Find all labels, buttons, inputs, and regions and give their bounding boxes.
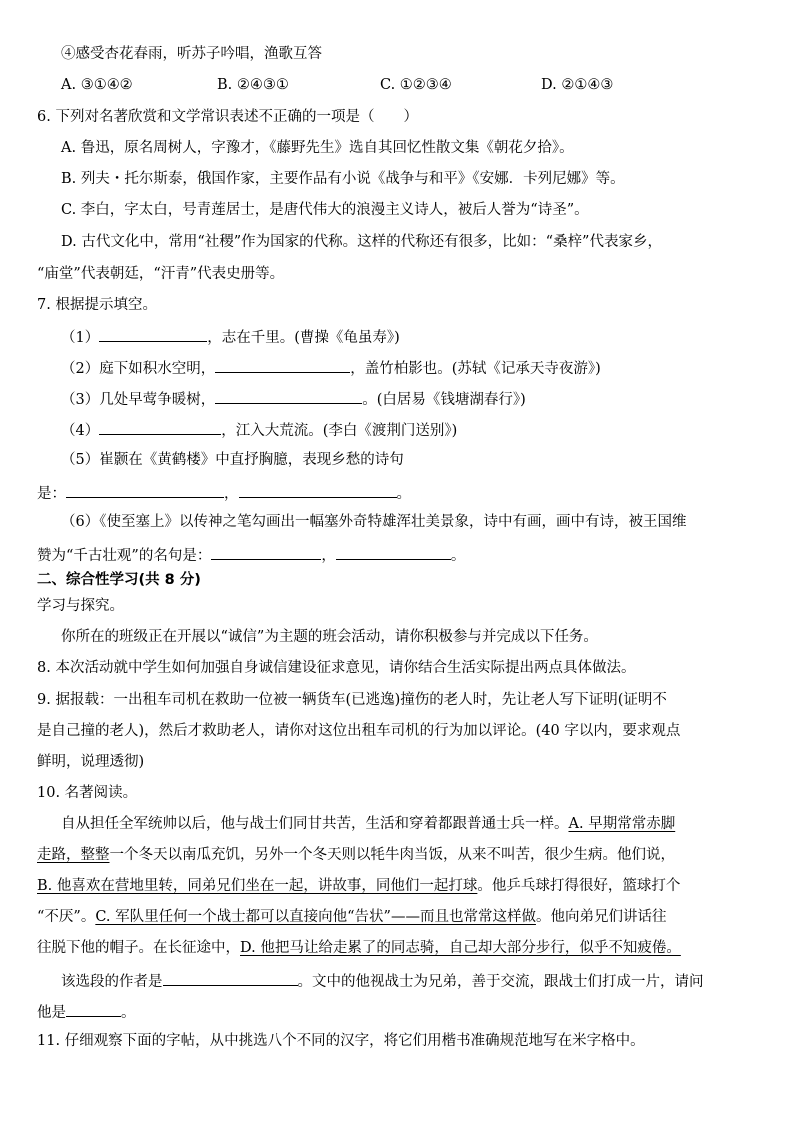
q7-item-6-end: 。 (450, 548, 466, 564)
q11-stem: 11. 仔细观察下面的字帖，从中挑选八个不同的汉字，将它们用楷书准确规范地写在米字格中。 (37, 1033, 645, 1049)
q10-passage-line5 (37, 938, 681, 958)
q9-line2: 是自己撞的老人)，然后才救助老人，请你对这位出租车司机的行为加以评论。(40 字以内，要求观点 (37, 723, 681, 739)
q6-option-b: B. 列夫・托尔斯泰，俄国作家，主要作品有小说《战争与和平》《安娜．卡列尼娜》等。 (61, 171, 625, 187)
q6-option-d-line2: “庙堂”代表朝廷，“汗青”代表史册等。 (37, 266, 285, 282)
q7-item-5-pre: 是： (37, 486, 66, 502)
q7-item-4 (61, 418, 457, 441)
q7-item-4-blank[interactable] (99, 418, 221, 435)
q10-p5-text: 往脱下他的帽子。在长征途中， (37, 940, 240, 956)
q7-item-4-pre: （4） (61, 423, 100, 439)
q7-item-4-post: ，江入大荒流。(李白《渡荆门送别》) (221, 423, 458, 439)
q9-line1: 9. 据报载：一出租车司机在救助一位被一辆货车(已逃逸)撞伤的老人时，先让老人写下证明(证明不 (37, 692, 667, 708)
q7-item-5-answer (37, 481, 411, 504)
q7-item-2-blank[interactable] (215, 356, 350, 373)
section-2-intro: 你所在的班级正在开展以“诚信”为主题的班会活动，请你积极参与并完成以下任务。 (61, 629, 598, 645)
q7-stem: 7. 根据提示填空。 (37, 297, 157, 313)
q5-option-c: C. ①②③④ (380, 77, 452, 93)
q5-option-d: D. ②①④③ (541, 77, 614, 93)
q7-item-2-pre: （2）庭下如积水空明， (61, 361, 216, 377)
q7-item-1 (61, 325, 400, 348)
q10-p3-text: 。他乒乓球打得很好，篮球打个 (477, 878, 681, 894)
q7-item-5-mid: ， (224, 486, 239, 502)
q10-p3-underlined: B. 他喜欢在营地里转，同弟兄们坐在一起，讲故事，同他们一起打球 (37, 878, 478, 894)
q10-p5-underlined: D. 他把马让给走累了的同志骑，自己却大部分步行，似乎不知疲倦。 (240, 940, 681, 956)
q10-question2-pre: 他是 (37, 1005, 66, 1021)
section-2-subtitle: 学习与探究。 (37, 598, 124, 614)
q10-p2-underlined: 走路，整整 (37, 847, 110, 863)
q7-item-3-blank[interactable] (215, 387, 362, 404)
q6-option-a: A. 鲁迅，原名周树人，字豫才，《藤野先生》选自其回忆性散文集《朝花夕拾》。 (61, 140, 574, 156)
q7-item-5-blank-1[interactable] (66, 481, 224, 498)
q7-item-6-mid: ， (321, 548, 336, 564)
q7-item-6-blank-1[interactable] (211, 543, 321, 560)
q10-p1-text: 自从担任全军统帅以后，他与战士们同甘共苦，生活和穿着都跟普通士兵一样。 (61, 816, 569, 832)
q10-p4-text-a: “不厌”。 (37, 909, 96, 925)
q10-passage-line2 (37, 845, 675, 865)
q10-p4-text-b: 。他向弟兄们讲话往 (535, 909, 667, 925)
q10-question2-post: 。 (121, 1005, 136, 1021)
q7-item-5-blank-2[interactable] (239, 481, 397, 498)
q10-passage-line1 (61, 814, 675, 834)
q10-question-line2 (37, 1000, 136, 1023)
q7-item-3 (61, 387, 526, 410)
q10-passage-line4 (37, 907, 666, 927)
q5-item-4: ④感受杏花春雨，听苏子吟唱，渔歌互答 (61, 46, 322, 62)
q10-author-blank[interactable] (163, 969, 298, 986)
q7-item-5-end: 。 (396, 486, 411, 502)
q7-item-6-answer (37, 543, 465, 566)
section-2-title: 二、综合性学习(共 8 分) (37, 572, 201, 588)
q7-item-6-pre: 赞为“千古壮观”的名句是： (37, 548, 212, 564)
q6-stem: 6. 下列对名著欣赏和文学常识表述不正确的一项是（ ） (37, 109, 418, 125)
q7-item-2 (61, 356, 601, 379)
q7-item-6-blank-2[interactable] (336, 543, 451, 560)
q7-item-3-post: 。(白居易《钱塘湖春行》) (362, 392, 526, 408)
q10-question-line1 (61, 969, 704, 992)
q5-option-a: A. ③①④② (61, 77, 133, 93)
q7-item-1-pre: （1） (61, 330, 100, 346)
q10-passage-line3 (37, 876, 680, 896)
q10-p2-text: 一个冬天以南瓜充饥，另外一个冬天则以牦牛肉当饭，从来不叫苦，很少生病。他们说， (109, 847, 675, 863)
q9-line3: 鲜明，说理透彻) (37, 754, 145, 770)
q10-question-post: 。文中的他视战士为兄弟，善于交流，跟战士们打成一片，请问 (297, 974, 704, 990)
q6-option-d-line1: D. 古代文化中，常用“社稷”作为国家的代称。这样的代称还有很多，比如：“桑梓”代表家乡， (61, 234, 662, 250)
q6-option-c: C. 李白，字太白，号青莲居士，是唐代伟大的浪漫主义诗人，被后人誉为“诗圣”。 (61, 202, 589, 218)
q10-p1-underlined: A. 早期常常赤脚 (568, 816, 676, 832)
q7-item-1-blank[interactable] (99, 325, 207, 342)
q7-item-6: （6）《使至塞上》以传神之笔勾画出一幅塞外奇特雄浑壮美景象，诗中有画，画中有诗，被王国维 (61, 514, 687, 530)
q7-item-1-post: ，志在千里。(曹操《龟虽寿》) (207, 330, 400, 346)
q8-stem: 8. 本次活动就中学生如何加强自身诚信建设征求意见，请你结合生活实际提出两点具体做法。 (37, 660, 636, 676)
q7-item-3-pre: （3）几处早莺争暖树， (61, 392, 216, 408)
q5-option-b: B. ②④③① (217, 77, 289, 93)
q10-question-pre: 该选段的作者是 (61, 974, 163, 990)
q10-stem: 10. 名著阅读。 (37, 785, 138, 801)
q10-p4-underlined: C. 军队里任何一个战士都可以直接向他“告状”——而且也常常这样做 (95, 909, 536, 925)
q7-item-2-post: ，盖竹柏影也。(苏轼《记承天寺夜游》) (350, 361, 601, 377)
q10-person-blank[interactable] (66, 1000, 121, 1017)
q7-item-5: （5）崔颢在《黄鹤楼》中直抒胸臆，表现乡愁的诗句 (61, 452, 404, 468)
